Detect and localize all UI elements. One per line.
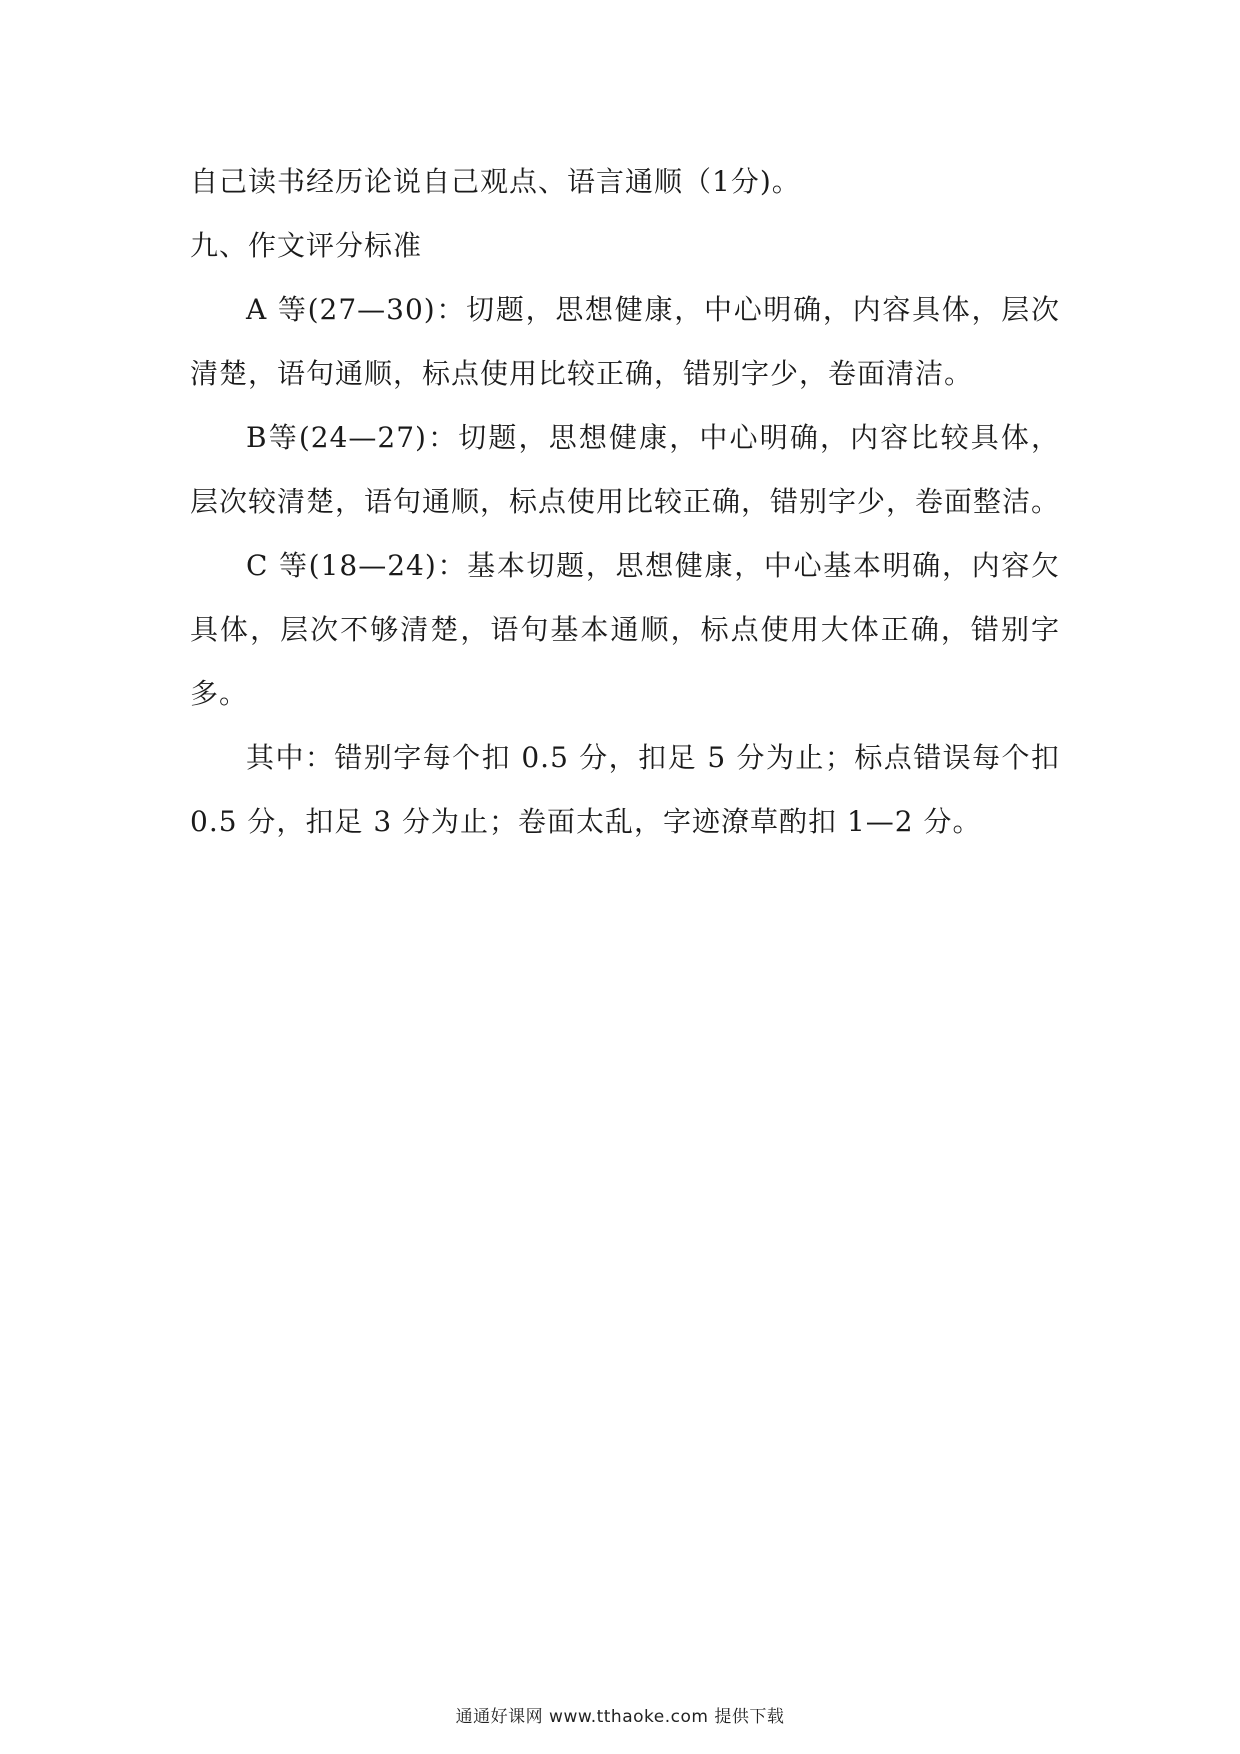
- grade-c-criteria: C 等(18—24)：基本切题，思想健康，中心基本明确，内容欠具体，层次不够清楚，语句基本通顺，标点使用大体正确，错别字多。: [190, 549, 1060, 710]
- section-heading: 九、作文评分标准: [190, 229, 423, 262]
- page-footer: 通通好课网 www.tthaoke.com 提供下载: [455, 1707, 785, 1727]
- deduction-rules: 其中：错别字每个扣 0.5 分，扣足 5 分为止；标点错误每个扣 0.5 分，扣足 3 分为止；卷面太乱，字迹潦草酌扣 1—2 分。: [190, 741, 1060, 838]
- grade-b-criteria: B等(24—27)：切题，思想健康，中心明确，内容比较具体，层次较清楚，语句通顺，标点使用比较正确，错别字少，卷面整洁。: [190, 421, 1061, 518]
- grade-a-criteria: A 等(27—30)：切题，思想健康，中心明确，内容具体，层次清楚，语句通顺，标点使用比较正确，错别字少，卷面清洁。: [190, 293, 1060, 390]
- document-body: [190, 150, 1060, 854]
- paragraph-continuation: 自己读书经历论说自己观点、语言通顺（1分)。: [190, 165, 801, 198]
